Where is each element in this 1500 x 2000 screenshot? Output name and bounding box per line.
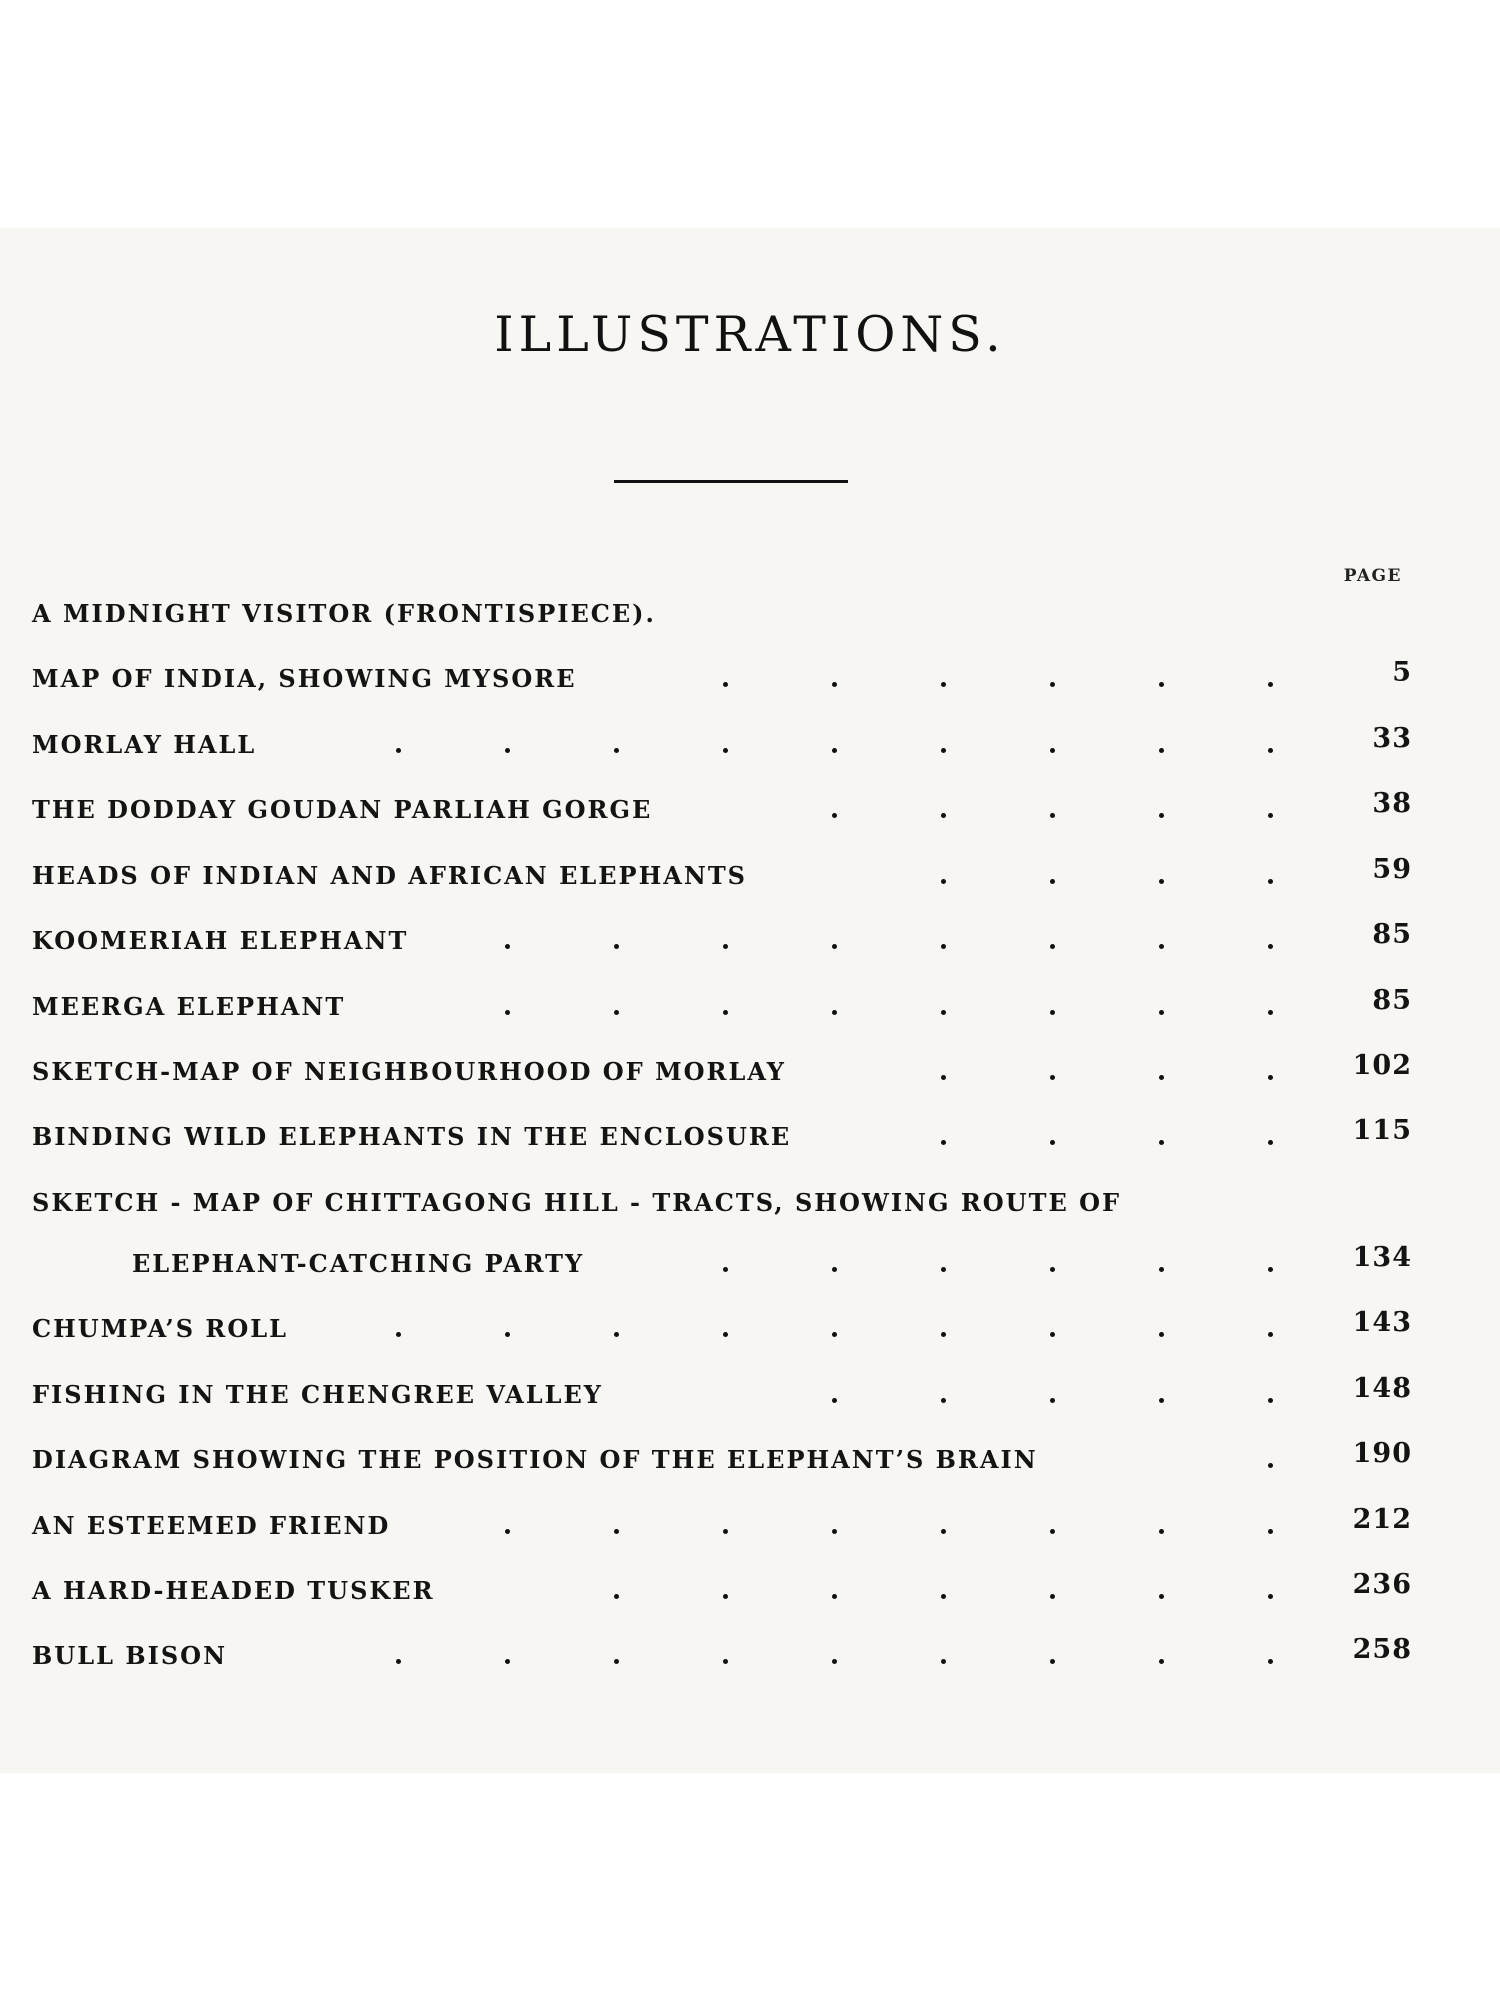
heading-rule <box>614 480 848 483</box>
leader-dot <box>1159 1140 1164 1145</box>
leader-dot <box>1050 682 1055 687</box>
entry-page-number: 236 <box>1352 1569 1412 1600</box>
leader-dot <box>1268 1398 1273 1403</box>
dot-leader <box>32 1140 1322 1146</box>
dot-leader <box>32 1659 1322 1665</box>
leader-dot <box>723 682 728 687</box>
leader-dot <box>1159 1332 1164 1337</box>
entry-page-number: 148 <box>1352 1373 1412 1404</box>
leader-dot <box>614 944 619 949</box>
leader-dot <box>832 748 837 753</box>
leader-dot <box>941 1659 946 1664</box>
illustration-entry <box>32 725 1412 765</box>
entry-title: A MIDNIGHT VISITOR (FRONTISPIECE). <box>32 599 656 628</box>
leader-dot <box>1268 1659 1273 1664</box>
leader-dot <box>1050 1140 1055 1145</box>
illustration-entry <box>32 1117 1412 1157</box>
leader-dot <box>1159 813 1164 818</box>
leader-dot <box>1050 879 1055 884</box>
leader-dot <box>832 1529 837 1534</box>
leader-dot <box>1268 1267 1273 1272</box>
dot-leader <box>32 682 1322 688</box>
leader-dot <box>1159 1529 1164 1534</box>
leader-dot <box>1268 1075 1273 1080</box>
entry-title: AN ESTEEMED FRIEND <box>32 1511 391 1540</box>
illustration-entry <box>32 1636 1412 1676</box>
illustration-entry <box>32 1571 1412 1611</box>
leader-dot <box>505 1659 510 1664</box>
leader-dot <box>723 944 728 949</box>
illustration-entry <box>32 1440 1412 1480</box>
leader-dot <box>1159 1075 1164 1080</box>
leader-dot <box>1159 682 1164 687</box>
dot-leader <box>32 1010 1322 1016</box>
illustration-entry <box>32 1309 1412 1349</box>
leader-dot <box>1050 1267 1055 1272</box>
leader-dot <box>832 813 837 818</box>
dot-leader <box>32 1398 1322 1404</box>
leader-dot <box>941 944 946 949</box>
entry-title: MEERGA ELEPHANT <box>32 992 346 1021</box>
leader-dot <box>1268 682 1273 687</box>
entry-page-number: 143 <box>1352 1307 1412 1338</box>
dot-leader <box>32 1529 1322 1535</box>
leader-dot <box>941 1075 946 1080</box>
entry-title: FISHING IN THE CHENGREE VALLEY <box>32 1380 603 1409</box>
entry-title: CHUMPA’S ROLL <box>32 1314 288 1343</box>
leader-dot <box>941 1267 946 1272</box>
entry-page-number: 134 <box>1352 1242 1412 1273</box>
leader-dot <box>505 1529 510 1534</box>
leader-dot <box>505 748 510 753</box>
entry-title: KOOMERIAH ELEPHANT <box>32 926 409 955</box>
leader-dot <box>832 1010 837 1015</box>
leader-dot <box>1268 1529 1273 1534</box>
leader-dot <box>1159 1594 1164 1599</box>
illustration-entry <box>32 659 1412 699</box>
leader-dot <box>723 1267 728 1272</box>
leader-dot <box>832 1594 837 1599</box>
leader-dot <box>723 1659 728 1664</box>
entry-title: SKETCH - MAP OF CHITTAGONG HILL - TRACTS, SHOWING ROUTE OF <box>32 1188 1122 1217</box>
leader-dot <box>1050 1075 1055 1080</box>
leader-dot <box>614 1659 619 1664</box>
entry-page-number: 33 <box>1372 723 1412 754</box>
illustration-entry <box>32 790 1412 830</box>
leader-dot <box>1159 944 1164 949</box>
leader-dot <box>614 1529 619 1534</box>
dot-leader <box>32 879 1322 885</box>
leader-dot <box>1050 1659 1055 1664</box>
entry-page-number: 5 <box>1392 657 1412 688</box>
leader-dot <box>1050 1010 1055 1015</box>
illustration-entry <box>32 1052 1412 1092</box>
leader-dot <box>1050 1594 1055 1599</box>
leader-dot <box>1050 944 1055 949</box>
entry-page-number: 115 <box>1352 1115 1412 1146</box>
leader-dot <box>1159 1659 1164 1664</box>
dot-leader <box>32 944 1322 950</box>
leader-dot <box>1050 748 1055 753</box>
entry-page-number: 212 <box>1352 1504 1412 1535</box>
leader-dot <box>941 1529 946 1534</box>
dot-leader <box>32 1463 1322 1469</box>
leader-dot <box>941 813 946 818</box>
leader-dot <box>723 748 728 753</box>
leader-dot <box>505 1010 510 1015</box>
leader-dot <box>832 1267 837 1272</box>
leader-dot <box>1159 748 1164 753</box>
leader-dot <box>1159 1010 1164 1015</box>
leader-dot <box>1159 1398 1164 1403</box>
leader-dot <box>614 1332 619 1337</box>
leader-dot <box>832 944 837 949</box>
illustration-entry <box>32 1183 1412 1223</box>
dot-leader <box>32 1332 1322 1338</box>
leader-dot <box>396 748 401 753</box>
leader-dot <box>1268 1463 1273 1468</box>
leader-dot <box>941 748 946 753</box>
entry-title: BINDING WILD ELEPHANTS IN THE ENCLOSURE <box>32 1122 792 1151</box>
leader-dot <box>832 682 837 687</box>
leader-dot <box>1268 1332 1273 1337</box>
leader-dot <box>941 682 946 687</box>
entry-page-number: 102 <box>1352 1050 1412 1081</box>
page-heading: ILLUSTRATIONS. <box>494 306 1006 363</box>
leader-dot <box>505 944 510 949</box>
illustration-entry <box>32 594 1412 634</box>
leader-dot <box>941 879 946 884</box>
entry-title: MORLAY HALL <box>32 730 257 759</box>
leader-dot <box>1159 879 1164 884</box>
leader-dot <box>832 1659 837 1664</box>
leader-dot <box>1268 944 1273 949</box>
illustration-entry <box>32 987 1412 1027</box>
leader-dot <box>614 748 619 753</box>
leader-dot <box>723 1529 728 1534</box>
dot-leader <box>32 813 1322 819</box>
illustration-entry <box>32 1506 1412 1546</box>
leader-dot <box>941 1332 946 1337</box>
leader-dot <box>941 1398 946 1403</box>
leader-dot <box>614 1010 619 1015</box>
leader-dot <box>396 1659 401 1664</box>
entry-page-number: 85 <box>1372 919 1412 950</box>
entry-page-number: 258 <box>1352 1634 1412 1665</box>
leader-dot <box>1050 1529 1055 1534</box>
dot-leader <box>32 1594 1322 1600</box>
leader-dot <box>723 1010 728 1015</box>
leader-dot <box>723 1332 728 1337</box>
leader-dot <box>1268 1594 1273 1599</box>
entry-title: ELEPHANT-CATCHING PARTY <box>132 1249 585 1278</box>
page-column-label: PAGE <box>1343 566 1402 586</box>
illustration-entry <box>32 921 1412 961</box>
leader-dot <box>1268 1140 1273 1145</box>
book-page <box>0 228 1500 1773</box>
leader-dot <box>505 1332 510 1337</box>
leader-dot <box>723 1594 728 1599</box>
entry-title: HEADS OF INDIAN AND AFRICAN ELEPHANTS <box>32 861 748 890</box>
leader-dot <box>1268 813 1273 818</box>
entry-title: BULL BISON <box>32 1641 228 1670</box>
entry-page-number: 59 <box>1372 854 1412 885</box>
leader-dot <box>1050 813 1055 818</box>
leader-dot <box>1268 879 1273 884</box>
leader-dot <box>396 1332 401 1337</box>
entry-title: SKETCH-MAP OF NEIGHBOURHOOD OF MORLAY <box>32 1057 786 1086</box>
entry-title: A HARD-HEADED TUSKER <box>32 1576 435 1605</box>
leader-dot <box>1050 1332 1055 1337</box>
leader-dot <box>832 1398 837 1403</box>
dot-leader <box>32 1075 1322 1081</box>
dot-leader <box>32 748 1322 754</box>
entry-title: THE DODDAY GOUDAN PARLIAH GORGE <box>32 795 653 824</box>
leader-dot <box>941 1140 946 1145</box>
leader-dot <box>1268 1010 1273 1015</box>
entry-title: MAP OF INDIA, SHOWING MYSORE <box>32 664 577 693</box>
entry-page-number: 190 <box>1352 1438 1412 1469</box>
leader-dot <box>614 1594 619 1599</box>
leader-dot <box>1159 1267 1164 1272</box>
entry-page-number: 38 <box>1372 788 1412 819</box>
dot-leader <box>32 1267 1322 1273</box>
leader-dot <box>941 1594 946 1599</box>
leader-dot <box>1268 748 1273 753</box>
leader-dot <box>1050 1398 1055 1403</box>
entry-title: DIAGRAM SHOWING THE POSITION OF THE ELEPHANT’S BRAIN <box>32 1445 1038 1474</box>
entry-page-number: 85 <box>1372 985 1412 1016</box>
leader-dot <box>941 1010 946 1015</box>
illustration-entry <box>32 856 1412 896</box>
leader-dot <box>832 1332 837 1337</box>
illustration-entry <box>32 1244 1412 1284</box>
illustration-entry <box>32 1375 1412 1415</box>
